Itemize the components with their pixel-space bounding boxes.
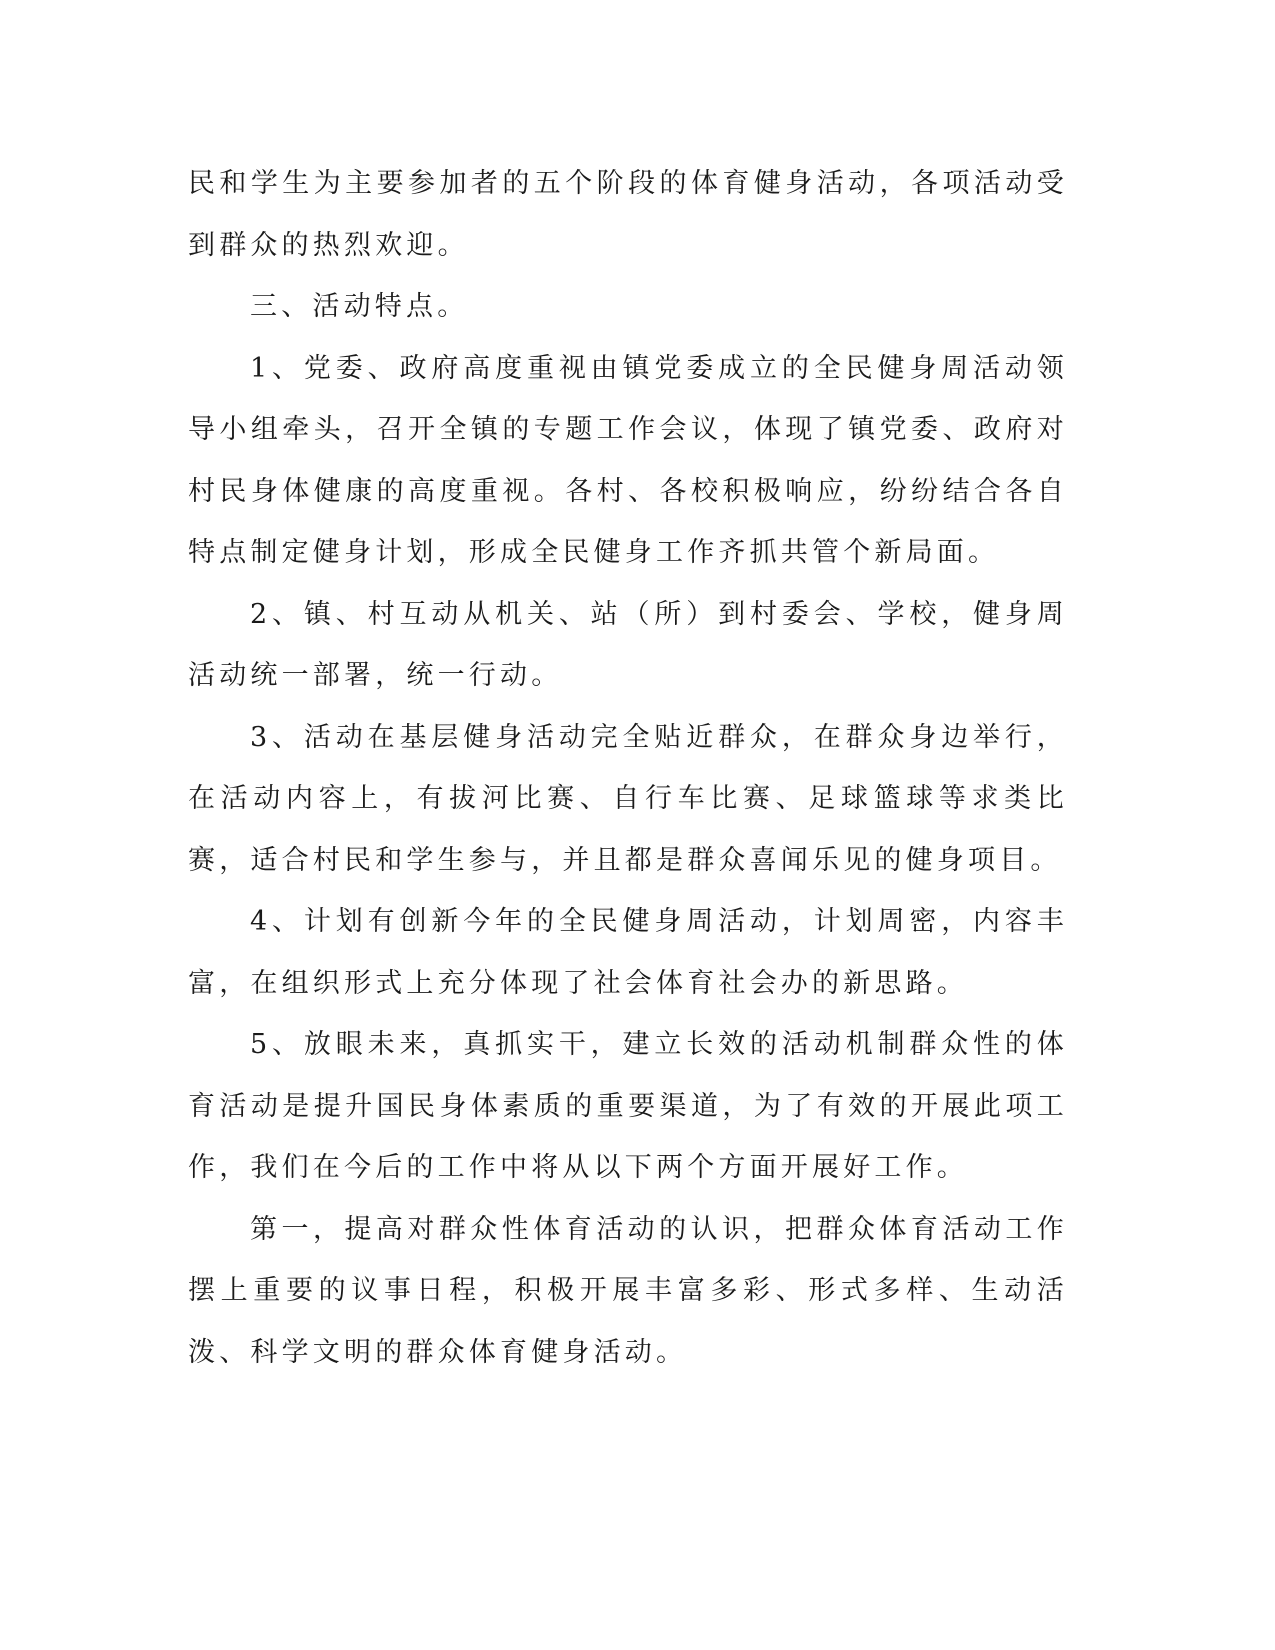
document-body	[188, 153, 1068, 1383]
paragraph-feature-2: 2、镇、村互动从机关、站（所）到村委会、学校，健身周活动统一部署，统一行动。	[188, 598, 1068, 691]
paragraph-feature-1: 1、党委、政府高度重视由镇党委成立的全民健身周活动领导小组牵头，召开全镇的专题工作会议，体现了镇党委、政府对村民身体健康的高度重视。各村、各校积极响应，纷纷结合各自特点制定健身计划，形成全民健身工作齐抓共管个新局面。	[188, 352, 1068, 568]
paragraph-continuation: 民和学生为主要参加者的五个阶段的体育健身活动，各项活动受到群众的热烈欢迎。	[188, 168, 1068, 261]
paragraph-feature-4: 4、计划有创新今年的全民健身周活动，计划周密，内容丰富，在组织形式上充分体现了社会体育社会办的新思路。	[188, 906, 1068, 999]
paragraph-first-point: 第一，提高对群众性体育活动的认识，把群众体育活动工作摆上重要的议事日程，积极开展丰富多彩、形式多样、生动活泼、科学文明的群众体育健身活动。	[188, 1213, 1068, 1368]
paragraph-feature-5: 5、放眼未来，真抓实干，建立长效的活动机制群众性的体育活动是提升国民身体素质的重要渠道，为了有效的开展此项工作，我们在今后的工作中将从以下两个方面开展好工作。	[188, 1029, 1068, 1183]
paragraph-feature-3: 3、活动在基层健身活动完全贴近群众，在群众身边举行，在活动内容上，有拔河比赛、自行车比赛、足球篮球等求类比赛，适合村民和学生参与，并且都是群众喜闻乐见的健身项目。	[188, 721, 1068, 876]
section-heading-activity-features: 三、活动特点。	[250, 291, 469, 322]
